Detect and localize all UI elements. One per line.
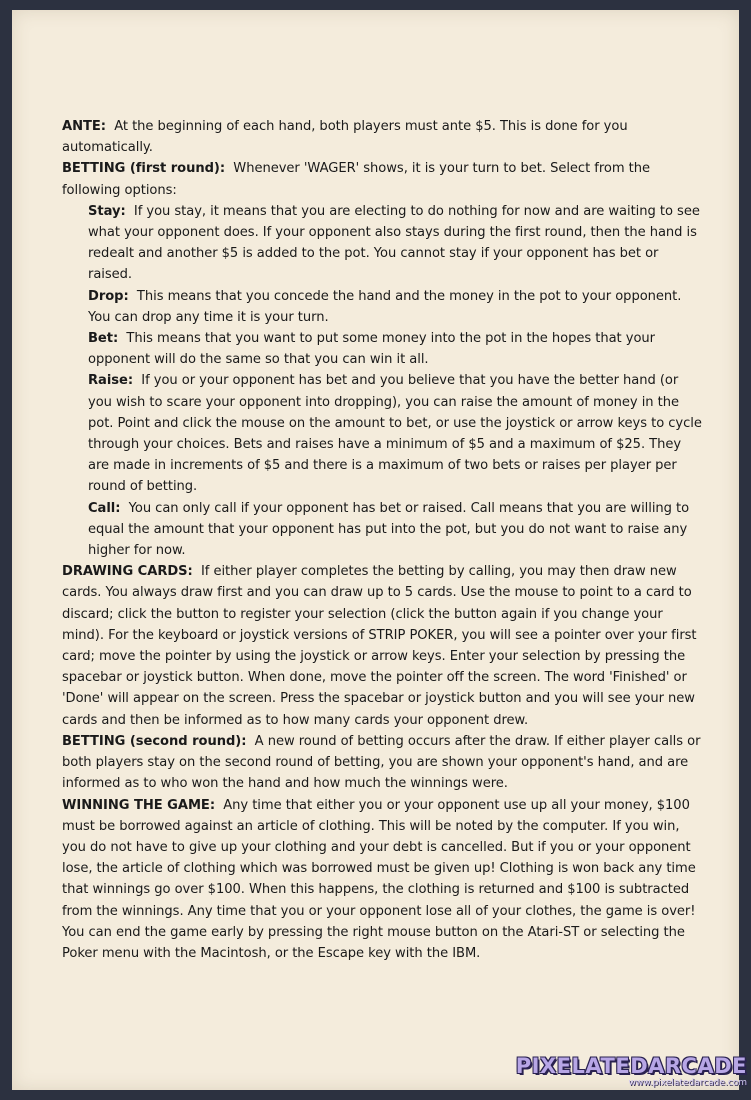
call-text: You can only call if your opponent has bet or raised. Call means that you are willing to equal the amount that your opponent has put into the pot, but you do not want to raise any higher for now. (88, 500, 690, 559)
bet-paragraph (62, 328, 702, 370)
raise-paragraph (62, 370, 702, 497)
drop-heading: Drop: (88, 288, 129, 304)
stay-text: If you stay, it means that you are electing to do nothing for now and are waiting to see what your opponent does. If your opponent also stays during the first round, then the hand is redealt and another $5 is added to the pot. You cannot stay if your opponent has bet or raised. (88, 203, 700, 283)
ante-text: At the beginning of each hand, both players must ante $5. This is done for you automatically. (62, 119, 628, 156)
drop-text: This means that you concede the hand and the money in the pot to your opponent. You can drop any time it is your turn. (88, 288, 682, 325)
betting-first-heading: BETTING (first round): (62, 161, 226, 177)
raise-heading: Raise: (88, 373, 134, 389)
bet-text: This means that you want to put some money into the pot in the hopes that your opponent will do the same so that you can win it all. (88, 331, 655, 368)
watermark (516, 1055, 747, 1088)
drop-paragraph (62, 286, 702, 328)
watermark-brand: PIXELATEDARCADE (515, 1054, 747, 1078)
betting-first-paragraph (62, 158, 702, 200)
ante-heading: ANTE: (62, 119, 106, 134)
betting-first-text: Whenever 'WAGER' shows, it is your turn to bet. Select from the following options: (62, 161, 650, 198)
watermark-url: www.pixelatedarcade.com (628, 1078, 747, 1088)
winning-heading: WINNING THE GAME: (62, 797, 216, 813)
ante-paragraph (62, 116, 702, 158)
drawing-text: If either player completes the betting by calling, you may then draw new cards. You always draw first and you can draw up to 5 cards. Use the mouse to point to a card to discard; click the button to register your selection (click the button again if you change your mind). For the keyboard or joystick versions of STRIP POKER, you will see a pointer over your first card; move the pointer by using the joystick or arrow keys. Enter your selection by pressing the spacebar or joystick button. When done, move the pointer off the screen. The word 'Finished' or 'Done' will appear on the screen. Press the spacebar or joystick button and you will see your new cards and then be informed as to how many cards your opponent drew. (62, 564, 697, 728)
betting-second-heading: BETTING (second round): (62, 733, 247, 749)
manual-page (12, 10, 739, 1090)
stay-heading: Stay: (88, 203, 126, 219)
winning-paragraph (62, 795, 702, 965)
betting-second-paragraph (62, 731, 702, 795)
call-heading: Call: (88, 500, 121, 516)
bet-heading: Bet: (88, 331, 119, 347)
drawing-heading: DRAWING CARDS: (62, 564, 193, 580)
call-paragraph (62, 498, 702, 562)
instructions-text (62, 116, 702, 964)
raise-text: If you or your opponent has bet and you believe that you have the better hand (or you wish to scare your opponent into dropping), you can raise the amount of money in the pot. Point and click the mouse on the amount to bet, or use the joystick or arrow keys to cycle through your choices. Bets and raises have a minimum of $5 and a maximum of $25. They are made in increments of $5 and there is a maximum of two bets or raises per player per round of betting. (88, 373, 702, 495)
winning-text: Any time that either you or your opponent use up all your money, $100 must be borrowed against an article of clothing. This will be noted by the computer. If you win, you do not have to give up your clothing and your debt is cancelled. But if you or your opponent lose, the article of clothing which was borrowed must be given up! Clothing is won back any time that winnings go over $100. When this happens, the clothing is returned and $100 is subtracted from the winnings. Any time that you or your opponent lose all of your clothes, the game is over! You can end the game early by pressing the right mouse button on the Atari-ST or selecting the Poker menu with the Macintosh, or the Escape key with the IBM. (62, 797, 696, 961)
betting-second-text: A new round of betting occurs after the draw. If either player calls or both players stay on the second round of betting, you are shown your opponent's hand, and are informed as to who won the hand and how much the winnings were. (62, 733, 701, 792)
stay-paragraph (62, 201, 702, 286)
drawing-paragraph (62, 561, 702, 731)
